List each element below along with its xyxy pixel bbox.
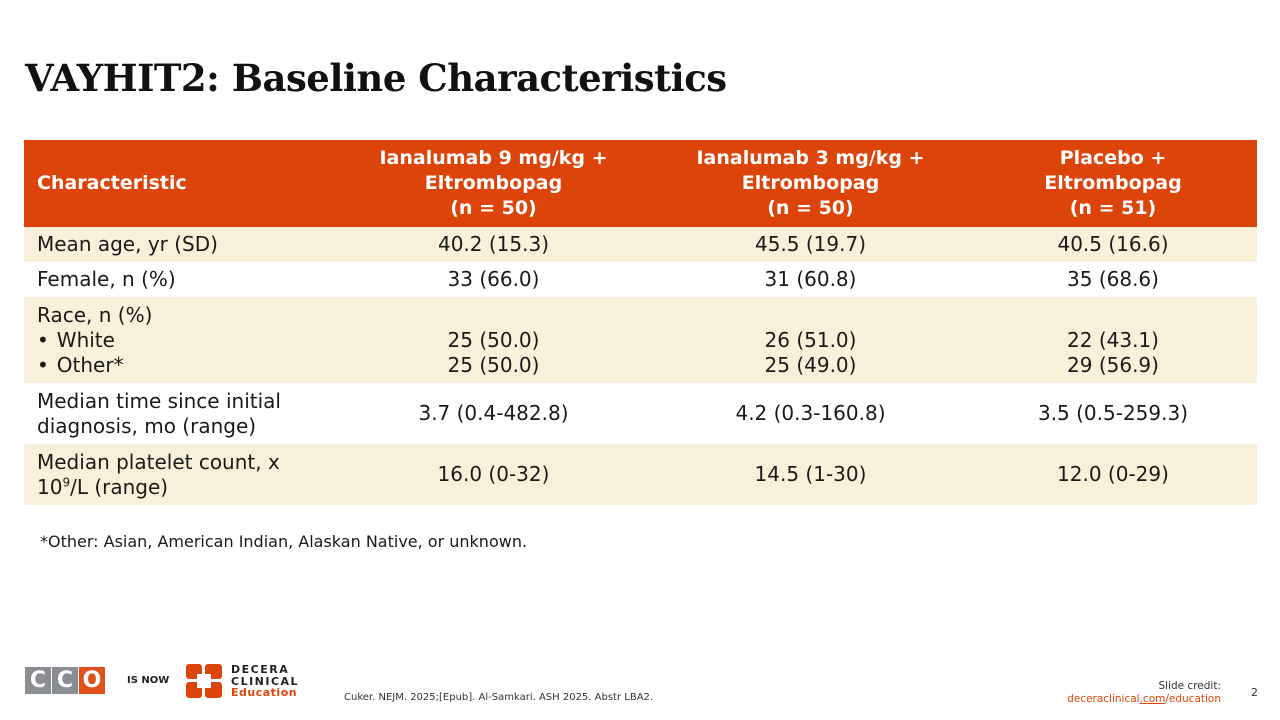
credit-label: Slide credit: <box>1158 680 1221 692</box>
table-cell: 40.5 (16.6) <box>969 227 1257 262</box>
label-unit: /L (range) <box>70 474 169 499</box>
credit-link[interactable] <box>1067 693 1221 706</box>
brand-line: CLINICAL <box>231 674 300 688</box>
table-cell: 40.2 (15.3) <box>335 227 652 262</box>
header-placebo <box>969 140 1257 227</box>
race-other-label: • Other* <box>37 353 335 378</box>
header-line: (n = 50) <box>450 197 537 219</box>
row-label <box>24 297 335 383</box>
cco-logo-letter: C <box>52 667 78 694</box>
table-cell: 3.5 (0.5-259.3) <box>969 383 1257 444</box>
table-row-platelet-count <box>24 444 1257 505</box>
header-line: Eltrombopag <box>741 172 880 194</box>
is-now-label: IS NOW <box>127 675 170 686</box>
brand-line: Education <box>231 686 298 699</box>
table-row-time-since-diagnosis <box>24 383 1257 444</box>
cco-logo-letter: O <box>79 667 105 694</box>
header-line: (n = 51) <box>1069 197 1157 219</box>
table-cell: 12.0 (0-29) <box>969 444 1257 505</box>
credit-url-part: deceraclinical <box>1067 693 1140 705</box>
race-white-label: • White <box>37 328 335 353</box>
row-label: Mean age, yr (SD) <box>24 227 335 262</box>
table-cell <box>969 297 1257 383</box>
race-label: Race, n (%) <box>37 302 153 327</box>
table-row-female <box>24 262 1257 297</box>
label-base: 10 <box>37 474 63 499</box>
header-ianalumab-3 <box>652 140 969 227</box>
header-line: (n = 50) <box>767 197 854 219</box>
row-label-line: Median time since initial <box>37 388 281 413</box>
header-characteristic <box>24 140 335 227</box>
table-header-row <box>24 140 1257 227</box>
label-exponent: 9 <box>62 474 71 489</box>
header-line: Ianalumab 3 mg/kg + <box>696 147 925 169</box>
table-row-race <box>24 297 1257 383</box>
citation: Cuker. NEJM. 2025;[Epub]. Al-Samkari. ASH 2025. Abstr LBA2. <box>344 692 654 703</box>
table-cell: 16.0 (0-32) <box>335 444 652 505</box>
header-line: Ianalumab 9 mg/kg + <box>379 147 608 169</box>
row-label-line <box>37 475 335 500</box>
table-cell: 35 (68.6) <box>969 262 1257 297</box>
race-other-value: 25 (49.0) <box>764 352 857 377</box>
credit-url-part: .com <box>1139 693 1166 705</box>
table-cell: 14.5 (1-30) <box>652 444 969 505</box>
header-line: Eltrombopag <box>424 172 563 194</box>
page-number: 2 <box>1251 686 1258 699</box>
row-label: Female, n (%) <box>24 262 335 297</box>
row-label <box>24 383 335 444</box>
race-white-value: 22 (43.1) <box>1067 327 1159 352</box>
header-ianalumab-9 <box>335 140 652 227</box>
table-cell <box>335 297 652 383</box>
table-cell: 3.7 (0.4-482.8) <box>335 383 652 444</box>
header-line: Placebo + <box>1059 147 1167 169</box>
slide-credit <box>1067 680 1221 706</box>
race-white-value: 25 (50.0) <box>447 327 540 352</box>
table-row-mean-age <box>24 227 1257 262</box>
table-cell <box>652 297 969 383</box>
table-cell: 4.2 (0.3-160.8) <box>652 383 969 444</box>
race-white-value: 26 (51.0) <box>764 327 857 352</box>
brand-line: DECERA <box>231 663 290 676</box>
cco-logo-letter: C <box>25 667 51 694</box>
footnote: *Other: Asian, American Indian, Alaskan Native, or unknown. <box>40 532 528 551</box>
credit-url-part: /education <box>1165 693 1221 705</box>
race-other-value: 29 (56.9) <box>1067 352 1159 377</box>
row-label <box>24 444 335 505</box>
table-cell: 33 (66.0) <box>335 262 652 297</box>
baseline-table <box>24 140 1257 505</box>
race-other-value: 25 (50.0) <box>447 352 540 377</box>
table-cell: 31 (60.8) <box>652 262 969 297</box>
cco-logo <box>25 667 105 694</box>
decera-logo-icon <box>186 664 222 698</box>
table-cell: 45.5 (19.7) <box>652 227 969 262</box>
header-line: Characteristic <box>37 172 187 194</box>
decera-logo-text <box>231 664 299 699</box>
header-line: Eltrombopag <box>1044 172 1182 194</box>
row-label-line: Median platelet count, x <box>37 449 280 474</box>
row-label-line: diagnosis, mo (range) <box>37 413 257 438</box>
slide-title: VAYHIT2: Baseline Characteristics <box>25 56 727 100</box>
